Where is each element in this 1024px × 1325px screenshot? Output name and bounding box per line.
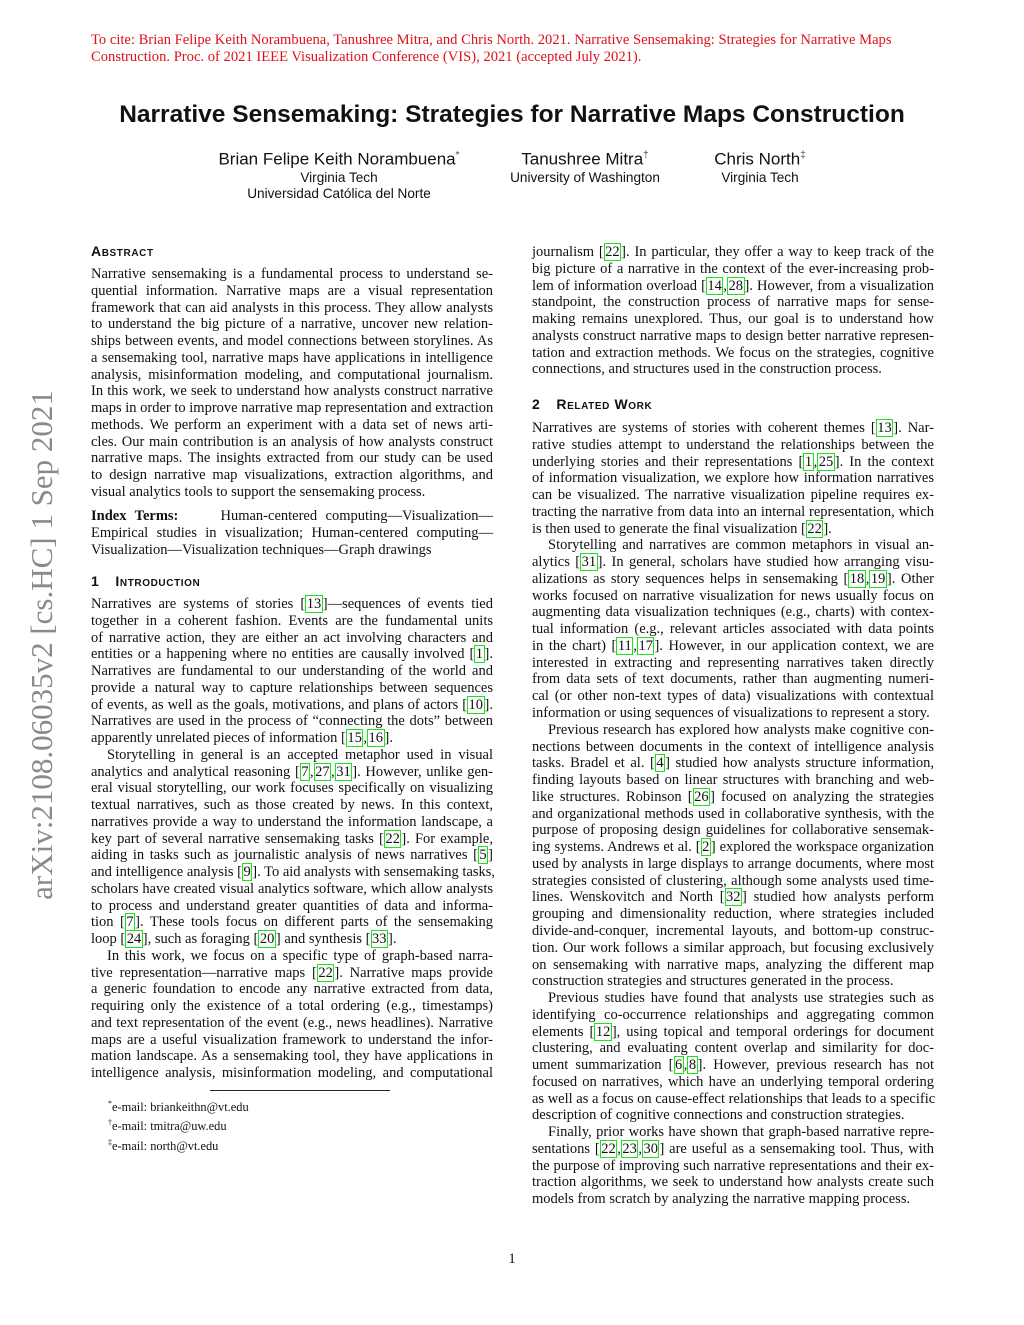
text-line: big picture of a narrative in the context of the ever-increasing prob- bbox=[532, 260, 934, 277]
paragraph bbox=[91, 746, 496, 948]
author-affiliation: Virginia Tech bbox=[721, 169, 799, 185]
text-line: Previous research has explored how analysts make cognitive con- bbox=[548, 721, 934, 738]
text-line: a generic foundation to encode any narrative extracted from data, bbox=[91, 981, 493, 998]
footnote-text: e-mail: briankeithn@vt.edu bbox=[112, 1100, 249, 1115]
text-line: Storytelling and narratives are common metaphors in visual an- bbox=[548, 537, 934, 554]
text-line: making remains unexplored. Thus, our goal is to understand how bbox=[532, 311, 934, 328]
text-line: Narrative sensemaking is a fundamental process to understand se- bbox=[91, 266, 493, 282]
paragraph bbox=[532, 420, 934, 537]
text-line: tion. Our work follows a similar approach, but focusing exclusively bbox=[532, 939, 934, 956]
citation-link[interactable]: 16 bbox=[368, 730, 383, 746]
citation-note-line: Construction. Proc. of 2021 IEEE Visualization Conference (VIS), 2021 (accepted July 2021). bbox=[91, 48, 642, 65]
citation-link[interactable]: 19 bbox=[870, 570, 886, 587]
text-line: mation landscape. As a sensemaking tool, they have applications in bbox=[91, 1048, 493, 1065]
text-line: clustering, and evaluating content overlap and similarity for doc- bbox=[532, 1040, 934, 1057]
text-line: strategies consisted of clustering, although some analysts used time- bbox=[532, 872, 934, 889]
citation-link[interactable]: 13 bbox=[877, 420, 892, 436]
citation-link[interactable]: 7 bbox=[301, 763, 309, 780]
text-line: key part of several narrative sensemaking tasks [ 22 ]. For example, bbox=[91, 830, 493, 847]
text-line: sentations [ 22 , 23 , 30 ] are useful as a sensemaking tool. Thus, with bbox=[532, 1140, 935, 1157]
text-line: on sensemaking with narrative maps, analyzing the different map bbox=[532, 956, 934, 973]
text-line: In this work, we focus on a specific type of graph-based narra- bbox=[107, 947, 493, 964]
text-line: used by analysts in large displays to arrange documents, where most bbox=[532, 855, 934, 872]
text-line: tation and extraction methods. We focus on the strategies, cognitive bbox=[532, 344, 934, 361]
text-line: journalism [ 22 ]. In particular, they offer a way to keep track of the bbox=[532, 244, 934, 260]
paragraph bbox=[532, 1124, 934, 1208]
index-terms-label: Index Terms: bbox=[91, 508, 179, 524]
text-line: Narratives are systems of stories with coherent themes [ 13 ]. Nar- bbox=[532, 420, 934, 436]
text-line: tion [ 7 ]. These tools focus on different parts of the sensemaking bbox=[91, 914, 493, 931]
author-mark: † bbox=[643, 150, 649, 161]
text-line: interested in extracting and representing narratives taken directly bbox=[532, 654, 934, 671]
paragraph bbox=[532, 537, 934, 721]
text-line: underlying stories and their representations [ 1 , 25 ]. In the context bbox=[532, 453, 934, 470]
abstract-body bbox=[91, 266, 493, 501]
paragraph bbox=[91, 266, 493, 501]
text-line: purpose of proposing design guidelines for collaborative sensemak- bbox=[532, 822, 934, 839]
section-number: 2 bbox=[532, 396, 541, 412]
text-line: cles. Our main contribution is an analysis of how analysts construct bbox=[91, 433, 493, 450]
citation-link[interactable]: 22 bbox=[318, 964, 333, 981]
footnote bbox=[108, 1096, 249, 1115]
author-affiliation: Universidad Católica del Norte bbox=[247, 186, 431, 202]
citation-link[interactable]: 25 bbox=[818, 453, 834, 470]
author-name: Brian Felipe Keith Norambuena bbox=[218, 149, 456, 169]
index-terms-line: Empirical studies in visualization; Human-centered computing— bbox=[91, 524, 493, 541]
text-line: tual information (e.g., relevant articles associated with data points bbox=[532, 621, 934, 638]
section-title: Introduction bbox=[115, 573, 201, 589]
citation-link[interactable]: 17 bbox=[638, 637, 653, 654]
text-line: narrative maps. The insights extracted from our study can be used bbox=[91, 450, 493, 467]
text-line: Previous studies have found that analysts use strategies such as bbox=[548, 990, 934, 1007]
footnotes bbox=[108, 1096, 249, 1154]
citation-link[interactable]: 26 bbox=[694, 788, 709, 805]
text-line: requiring only the existence of a total ordering (e.g., timestamps) bbox=[91, 998, 493, 1014]
citation-link[interactable]: 31 bbox=[581, 554, 597, 571]
text-line: maps in order to improve narrative map representation and extraction bbox=[91, 400, 494, 416]
text-line: works focused on narrative visualization for news usually focus on bbox=[532, 587, 934, 604]
text-line: focused on narratives, which have an underlying temporal ordering bbox=[532, 1073, 934, 1090]
citation-link[interactable]: 28 bbox=[728, 277, 744, 294]
text-line: like structures. Robinson [ 26 ] focused on analyzing the strategies bbox=[532, 788, 934, 805]
text-line: to understand the big picture of a narrative, uncover new relation- bbox=[91, 316, 493, 333]
text-line: standpoint, the construction process of narrative maps for sense- bbox=[532, 294, 934, 311]
text-line: framework that can aid analysts in this process. They allow analysts bbox=[91, 299, 493, 316]
citation-link[interactable]: 6 bbox=[675, 1057, 683, 1074]
citation-link[interactable]: 22 bbox=[601, 1140, 616, 1157]
citation-link[interactable]: 1 bbox=[804, 453, 813, 470]
citation-link[interactable]: 24 bbox=[126, 931, 142, 947]
citation-link[interactable]: 1 bbox=[475, 646, 484, 663]
text-line: In this work, we seek to understand how analysts construct narrative bbox=[91, 383, 493, 400]
citation-link[interactable]: 4 bbox=[656, 755, 664, 772]
citation-link[interactable]: 7 bbox=[126, 914, 134, 931]
text-line: analysis, misinformation modeling, and computational journalism. bbox=[91, 366, 493, 383]
citation-link[interactable]: 27 bbox=[315, 763, 330, 780]
text-line: tive representation—narrative maps [ 22 ]. Narrative maps provide bbox=[91, 964, 493, 981]
citation-link[interactable]: 22 bbox=[605, 244, 620, 260]
footnote-text: e-mail: tmitra@uw.edu bbox=[112, 1119, 227, 1134]
text-line: rative studies attempt to understand the relationships between the bbox=[532, 436, 934, 453]
citation-link[interactable]: 22 bbox=[385, 830, 400, 847]
paragraph bbox=[532, 990, 934, 1124]
text-line: alizations as story sequences helps in sensemaking [ 18 , 19 ]. Other bbox=[532, 570, 934, 587]
text-line: scholars have created visual analytics software, which allow analysts bbox=[91, 880, 493, 897]
text-line: and text representation of the event (e.g., news headlines). Narrative bbox=[91, 1014, 493, 1031]
citation-link[interactable]: 2 bbox=[702, 839, 710, 856]
text-line: from data sets of text documents, rather than augmenting numeri- bbox=[532, 671, 934, 688]
footnote-mark: † bbox=[108, 1118, 112, 1128]
text-line: visual analytics tools to support the sensemaking process. bbox=[91, 483, 426, 500]
text-line: together in a coherent fashion. Events are the fundamental units bbox=[91, 612, 493, 629]
author-mark: ‡ bbox=[800, 150, 806, 161]
text-line: loop [ 24 ], such as foraging [ 20 ] and synthesis [ 33 ]. bbox=[91, 931, 397, 947]
author-affiliation: Virginia Tech bbox=[300, 169, 378, 185]
paragraph bbox=[532, 722, 934, 990]
text-line: Narratives are used in the process of “connecting the dots” between bbox=[91, 713, 493, 730]
abstract-heading: Abstract bbox=[91, 243, 154, 259]
text-line: entities or a happening where no entities are causally involved [ 1 ]. bbox=[91, 646, 493, 663]
citation-link[interactable]: 32 bbox=[726, 889, 741, 906]
text-line: and intelligence analysis [ 9 ]. To aid analysts with sensemaking tasks, bbox=[91, 864, 496, 880]
section-heading-related-work bbox=[532, 396, 652, 412]
citation-link[interactable]: 11 bbox=[617, 637, 632, 654]
citation-link[interactable]: 13 bbox=[306, 596, 322, 612]
author-1 bbox=[200, 146, 478, 202]
text-line: ships between events, and model connections between storylines. As bbox=[91, 333, 493, 349]
author-name: Tanushree Mitra bbox=[521, 149, 644, 169]
text-line: as well as a focus on cause-effect relationships that leads to a specific bbox=[532, 1090, 936, 1107]
text-line: ing systems. Andrews et al. [ 2 ] explored the workspace organization bbox=[532, 839, 934, 856]
text-line: connections, and structures used in the construction process. bbox=[532, 361, 882, 378]
text-line: identifying co-occurrence relationships and aggregating common bbox=[532, 1006, 934, 1023]
text-line: finding layouts based on linear structures with branching and web- bbox=[532, 772, 934, 789]
text-line: Storytelling in general is an accepted metaphor used in visual bbox=[107, 746, 493, 763]
text-line: tracting the narrative from data into an internal representation, which bbox=[532, 503, 934, 520]
text-line: augmenting data visualization techniques (e.g., charts) with contex- bbox=[532, 604, 934, 621]
section-heading-introduction bbox=[91, 573, 200, 589]
footnote-mark: ‡ bbox=[108, 1137, 112, 1147]
text-line: to process and understand greater quantities of data and informa- bbox=[91, 897, 493, 914]
text-line: description of cognitive connections and construction strategies. bbox=[532, 1107, 905, 1124]
text-line: in the chart) [ 11 , 17 ]. However, in our application context, we are bbox=[532, 637, 934, 654]
paragraph bbox=[91, 596, 493, 747]
text-line: alytics [ 31 ]. In general, scholars have studied how arranging visu- bbox=[532, 554, 934, 571]
text-line: of information visualization, we explore how information narratives bbox=[532, 470, 934, 487]
text-line: analysts construct narrative maps to design better narrative represen- bbox=[532, 327, 934, 344]
citation-link[interactable]: 14 bbox=[707, 277, 722, 294]
text-line: textual narratives, such as those created by news. In this context, bbox=[91, 797, 493, 813]
author-3 bbox=[690, 146, 830, 186]
paragraph bbox=[91, 948, 493, 1082]
text-line: can be visualized. The narrative visualization pipeline requires ex- bbox=[532, 487, 934, 504]
index-terms-line: Visualization—Visualization techniques—Graph drawings bbox=[91, 541, 432, 558]
citation-note-line: To cite: Brian Felipe Keith Norambuena, Tanushree Mitra, and Chris North. 2021. Narrative Sensemaking: Strategies for Narrative Maps bbox=[91, 32, 892, 48]
introduction-continued bbox=[532, 244, 934, 378]
citation-link[interactable]: 12 bbox=[595, 1023, 611, 1040]
text-line: Narratives are systems of stories [ 13 ]—sequences of events tied bbox=[91, 596, 493, 612]
citation-link[interactable]: 31 bbox=[336, 763, 351, 780]
index-terms-text: Human-centered computing—Visualization— bbox=[220, 508, 493, 524]
text-line: of narrative action, they are either an act involving characters and bbox=[91, 629, 493, 646]
text-line: traction algorithms, we seek to understand how analysts create such bbox=[532, 1174, 934, 1191]
author-name: Chris North bbox=[714, 149, 801, 169]
paper-title: Narrative Sensemaking: Strategies for Narrative Maps Construction bbox=[119, 101, 905, 128]
text-line: quential information. Narrative maps are a visual representation bbox=[91, 282, 493, 299]
citation-link[interactable]: 30 bbox=[643, 1140, 658, 1157]
text-line: ument summarization [ 6 , 8 ]. However, previous research has not bbox=[532, 1057, 934, 1074]
footnote bbox=[108, 1135, 249, 1154]
text-line: aiding in tasks such as journalistic analysis of news narratives [ 5 ] bbox=[91, 847, 493, 864]
text-line: maps are a useful visualization framework to understand the infor- bbox=[91, 1031, 493, 1048]
author-affiliation: University of Washington bbox=[510, 169, 660, 185]
footnote bbox=[108, 1115, 249, 1134]
citation-link[interactable]: 18 bbox=[849, 570, 865, 587]
citation-link[interactable]: 9 bbox=[243, 864, 251, 880]
text-line: elements [ 12 ], using topical and temporal orderings for document bbox=[532, 1023, 934, 1040]
text-line: tasks. Bradel et al. [ 4 ] studied how analysts structure information, bbox=[532, 755, 934, 772]
text-line: nections between documents in the context of intelligence analysis bbox=[532, 738, 934, 755]
text-line: narratives provide a way to understand the information landscape, a bbox=[91, 813, 493, 830]
text-line: the purpose of improving such narrative representations and their ex- bbox=[532, 1157, 934, 1174]
text-line: cal (or other non-text types of data) visualizations with contextual bbox=[532, 688, 934, 705]
citation-link[interactable]: 33 bbox=[372, 931, 387, 947]
citation-link[interactable]: 15 bbox=[347, 730, 362, 746]
text-line: divide-and-conquer, incremental layouts, and bottom-up construc- bbox=[532, 922, 934, 939]
text-line: is then used to generate the final visualization [ 22 ]. bbox=[532, 520, 832, 537]
text-line: methods. We perform an experiment with a data set of news arti- bbox=[91, 416, 493, 433]
text-line: of events, as well as the goals, motivations, and plans of actors [ 10 ]. bbox=[91, 696, 493, 713]
index-terms bbox=[91, 508, 493, 558]
text-line: and organizational methods used in collaborative synthesis, with the bbox=[532, 805, 934, 822]
text-line: provide a natural way to capture relationships between sequences bbox=[91, 679, 493, 696]
text-line: apparently unrelated pieces of information [ 15 , 16 ]. bbox=[91, 730, 393, 746]
text-line: grouping and dimensionality reduction, where strategies included bbox=[532, 906, 934, 923]
page-number: 1 bbox=[508, 1251, 516, 1267]
text-line: Narratives are fundamental to our understanding of the world and bbox=[91, 663, 493, 679]
citation-link[interactable]: 8 bbox=[688, 1057, 697, 1074]
text-line: eral visual storytelling, our work focuses specifically on visualizing bbox=[91, 780, 493, 797]
text-line: to design narrative map visualizations, extraction algorithms, and bbox=[91, 467, 493, 483]
citation-link[interactable]: 22 bbox=[807, 520, 822, 537]
author-mark: * bbox=[455, 150, 460, 161]
related-work-body bbox=[532, 420, 934, 1208]
citation-link[interactable]: 5 bbox=[479, 847, 487, 864]
text-line: models from scratch by analyzing the narrative mapping process. bbox=[532, 1191, 911, 1208]
introduction-body bbox=[91, 596, 496, 1082]
citation-link[interactable]: 23 bbox=[622, 1140, 637, 1157]
text-line: analytics and analytical reasoning [ 7 , 27 , 31 ]. However, unlike gen- bbox=[91, 763, 493, 780]
text-line: lines. Wenskovitch and North [ 32 ] studied how analysts perform bbox=[532, 889, 934, 906]
text-line: a sensemaking tool, narrative maps have applications in intelligence bbox=[91, 349, 493, 366]
index-terms-line bbox=[91, 508, 493, 525]
citation-link[interactable]: 20 bbox=[259, 931, 275, 947]
text-line: intelligence analysis, misinformation modeling, and computational bbox=[91, 1065, 493, 1081]
citation-note bbox=[91, 32, 941, 65]
text-line: information or using sequences of visualizations to represent a story. bbox=[532, 705, 930, 722]
text-line: construction strategies and structures generated in the process. bbox=[532, 973, 894, 990]
arxiv-stamp: arXiv:2108.06035v2 [cs.HC] 1 Sep 2021 bbox=[24, 390, 59, 900]
citation-link[interactable]: 10 bbox=[468, 696, 484, 713]
paragraph bbox=[532, 244, 934, 378]
footnote-divider bbox=[210, 1090, 390, 1091]
footnote-text: e-mail: north@vt.edu bbox=[112, 1138, 219, 1153]
section-number: 1 bbox=[91, 573, 100, 589]
author-2 bbox=[500, 146, 670, 186]
text-line: lem of information overload [ 14 , 28 ]. However, from a visualization bbox=[532, 277, 934, 294]
section-title: Related Work bbox=[556, 396, 653, 412]
text-line: Finally, prior works have shown that graph-based narrative repre- bbox=[548, 1124, 934, 1141]
footnote-mark: * bbox=[108, 1099, 112, 1108]
